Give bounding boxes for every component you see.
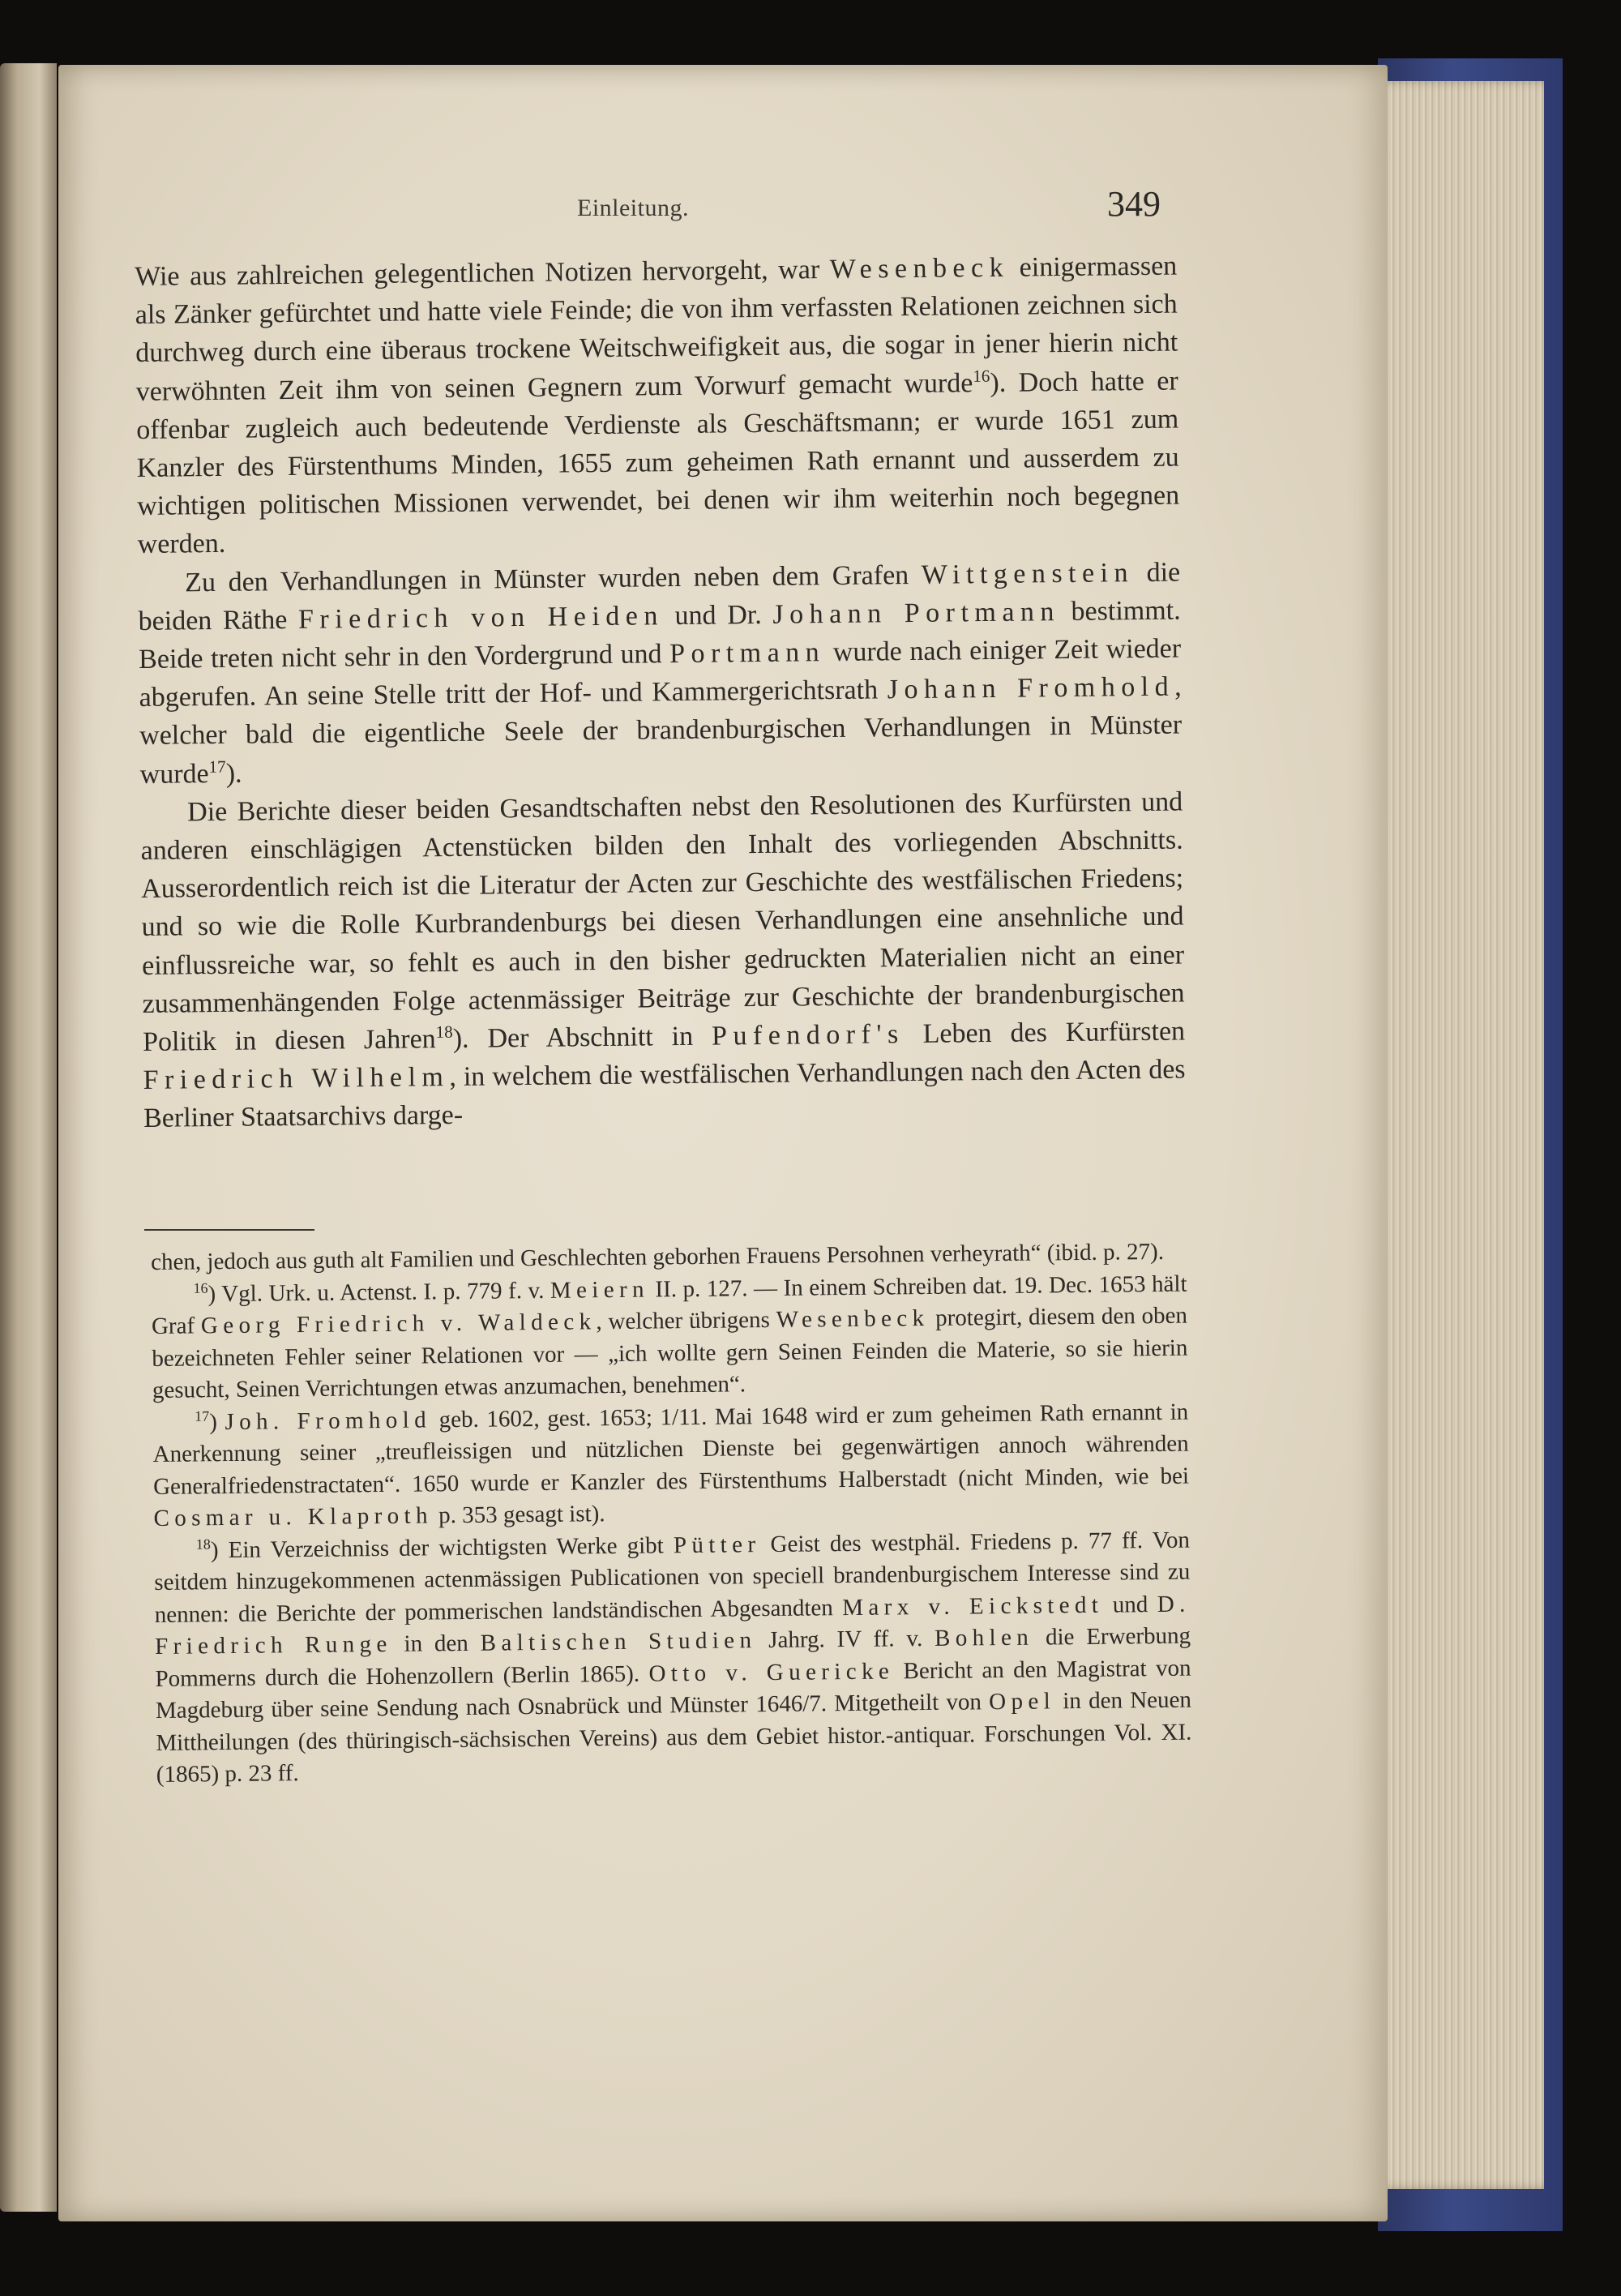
footnote-18 (154, 1524, 1192, 1791)
text-run: bestimmt. Beide treten nicht sehr in den Vordergrund und (138, 595, 1181, 675)
spaced-name: Cosmar u. Klaproth (153, 1502, 434, 1531)
text-run: ). Doch hatte er offenbar zugleich auch bedeutende Verdienste als Geschäftsmann; er wurde 1651 zum Kanzler des Fürstenthums Minden, 1655 zum geheimen Rath ernannt und ausserdem zu wichtigen politischen Missionen verwendet, bei denen wir ihm weiterhin noch begegnen werden. (136, 366, 1180, 560)
text-run: die beiden Räthe (138, 557, 1181, 636)
previous-page-edge (0, 63, 57, 2212)
footnote-separator (144, 1229, 314, 1231)
spaced-name: Bohlen (934, 1624, 1034, 1651)
spaced-name: Meiern (550, 1276, 650, 1304)
footnote-marker: 18 (195, 1536, 211, 1553)
footnote-17 (152, 1396, 1190, 1535)
spaced-name: Pufendorf's (711, 1019, 905, 1052)
footnote-16 (151, 1268, 1188, 1407)
text-run: in den (391, 1630, 481, 1657)
text-run: , welcher übrigens (596, 1306, 776, 1335)
text-run: und (1103, 1591, 1157, 1618)
text-run: Geist des westphäl. Friedens p. 77 ff. Von seitdem hinzugekommenen actenmässigen Publicationen von speciell brandenburgischem Interesse sind zu nennen: die Berichte der pommerischen landständischen Abgesandten (154, 1527, 1191, 1628)
text-run: Leben des Kurfürsten (904, 1016, 1186, 1050)
spaced-name: Wesenbeck (829, 252, 1010, 285)
spaced-name: Portmann (669, 637, 826, 670)
spaced-name: Georg Friedrich v. Waldeck (200, 1309, 597, 1339)
spaced-name: Pütter (673, 1531, 761, 1558)
footnotes (151, 1236, 1192, 1792)
text-run: Bericht an den Magistrat von Magdeburg über seine Sendung nach Osnabrück und Münster 1646/7. Mitgetheilt von (155, 1655, 1191, 1724)
text-run: ) Vgl. Urk. u. Actenst. I. p. 779 f. v. (207, 1277, 551, 1307)
text-run: Jahrg. IV ff. v. (756, 1625, 935, 1654)
text-run: ). Der Abschnitt in (452, 1021, 712, 1055)
text-run: chen, jedoch aus guth alt Familien und Geschlechten geborhen Frauens Persohnen verheyrath“ (ibid. p. 27). (151, 1238, 1165, 1275)
running-head: Einleitung. (577, 195, 689, 221)
footnote-marker: 17 (208, 756, 226, 777)
footnote-marker: 18 (435, 1022, 453, 1042)
spaced-name: Opel (988, 1688, 1056, 1716)
page-number: 349 (1107, 184, 1161, 224)
text-run: , welcher bald die eigentliche Seele der brandenburgischen Verhandlungen in Münster wurde (139, 671, 1183, 790)
text-run: ). (225, 758, 242, 789)
footnote-marker: 16 (973, 366, 990, 386)
spaced-name: Otto v. Guericke (648, 1657, 895, 1687)
text-run: und Dr. (663, 599, 773, 632)
text-run: II. p. 127. — In einem Schreiben dat. 19. Dec. 1653 hält Graf (151, 1270, 1187, 1339)
text-run: ) (209, 1408, 225, 1435)
spaced-name: D. Friedrich Runge (154, 1591, 1191, 1660)
text-run: p. 353 gesagt ist). (432, 1501, 605, 1529)
spaced-name: Marx v. Eickstedt (842, 1591, 1104, 1621)
body-paragraph (135, 247, 1180, 564)
text-run: in den Neuen Mittheilungen (des thüringisch-sächsischen Vereins) aus dem Gebiet histor.-antiquar. Forschungen Vol. XI. (1865) p. 23 ff. (156, 1686, 1192, 1788)
text-run: geb. 1602, gest. 1653; 1/11. Mai 1648 wird er zum geheimen Rath ernannt in Anerkennung seiner „treufleissigen und nützlichen Dienste bei gegenwärtigen annoch währenden Generalfriedenstractaten“. 1650 wurde er Kanzler des Fürstenthums Halberstadt (nicht Minden, wie bei (152, 1399, 1190, 1500)
spaced-name: Friedrich Wilhelm (143, 1062, 450, 1096)
text-run: , in welchem die westfälischen Verhandlungen nach den Acten des Berliner Staatsarchivs darge- (143, 1054, 1186, 1134)
text-run: die Erwerbung Pommerns durch die Hohenzollern (Berlin 1865). (155, 1622, 1191, 1692)
text-run: Wie aus zahlreichen gelegentlichen Notizen hervorgeht, war (135, 255, 830, 292)
spaced-name: Wesenbeck (776, 1304, 930, 1333)
text-run: Zu den Verhandlungen in Münster wurden neben dem Grafen (185, 559, 922, 598)
spaced-name: Friedrich von Heiden (297, 601, 665, 635)
main-text (135, 247, 1186, 1138)
spaced-name: Wittgenstein (921, 557, 1135, 590)
spaced-name: Johann Portmann (772, 596, 1061, 630)
text-run: protegirt, diesem den oben bezeichneten Fehler seiner Relationen vor — „ich wollte gern Seinen Feinden die Materie, so sie hierin gesucht, Seinen Verrichtungen etwas anzumachen, benehmen“. (152, 1302, 1188, 1403)
footnote-marker: 17 (195, 1407, 210, 1424)
text-run: Die Berichte dieser beiden Gesandtschaften nebst den Resolutionen des Kurfürsten und anderen einschlägigen Actenstücken bilden den Inhalt des vorliegenden Abschnitts. Ausserordentlich reich ist die Literatur der Acten zur Geschichte des westfälischen Friedens; und so wie die Rolle Kurbrandenburgs bei diesen Verhandlungen eine ansehnliche und einflussreiche war, so fehlt es auch in den bisher gedruckten Materialien nicht an einer zusammenhängenden Folge actenmässiger Beiträge zur Geschichte der brandenburgischen Politik in diesen Jahren (140, 786, 1185, 1058)
text-run: einigermassen als Zänker gefürchtet und hatte viele Feinde; die von ihm verfassten Relationen zeichnen sich durchweg durch eine überaus trockene Weitschweifigkeit aus, die sogar in jener hierin nicht verwöhnten Zeit ihm von seinen Gegnern zum Vorwurf gemacht wurde (135, 251, 1178, 407)
body-paragraph (138, 553, 1183, 794)
spaced-name: Baltischen Studien (480, 1627, 757, 1656)
spaced-name: Joh. Fromhold (225, 1406, 432, 1435)
text-run: ) Ein Verzeichniss der wichtigsten Werke gibt (210, 1531, 674, 1563)
body-paragraph (140, 782, 1186, 1137)
footnote-marker: 16 (193, 1279, 208, 1296)
text-run: wurde nach einiger Zeit wieder abgerufen. An seine Stelle tritt der Hof- und Kammergerichtsrath (139, 633, 1182, 713)
page-block-edges (1370, 81, 1544, 2189)
spaced-name: Johann Fromhold (887, 671, 1175, 705)
